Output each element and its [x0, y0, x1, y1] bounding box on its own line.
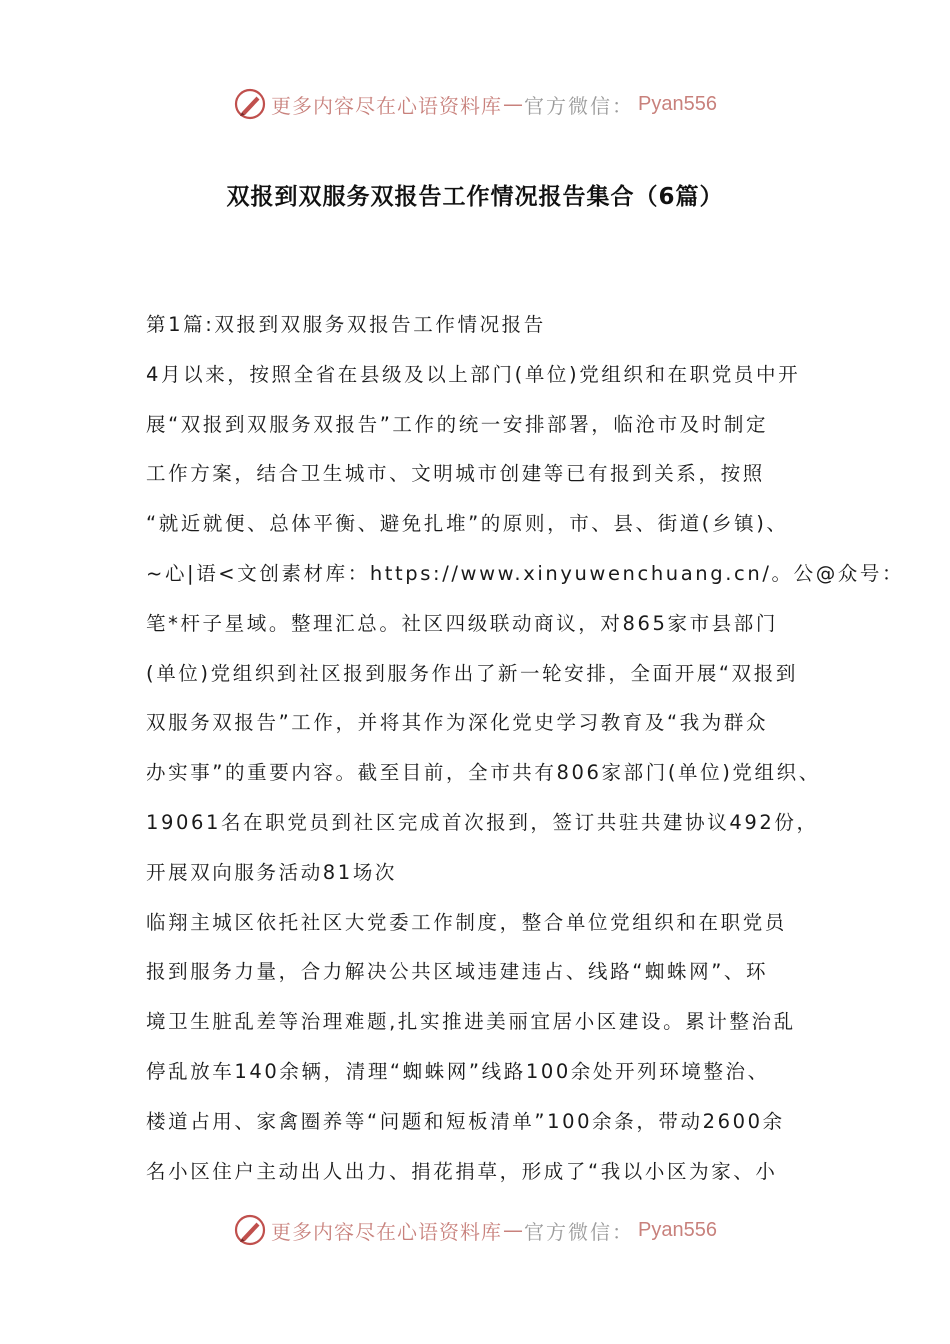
text-line: (单位)党组织到社区报到服务作出了新一轮安排，全面开展“双报到: [146, 661, 798, 685]
banner-label: 官方微信：: [524, 1219, 635, 1244]
paragraph-1: [146, 350, 905, 898]
text-line: 笔*杆子星域。整理汇总。社区四级联动商议，对865家市县部门: [146, 611, 778, 635]
text-line: 双服务双报告”工作，并将其作为深化党史学习教育及“我为群众: [146, 711, 769, 735]
text-line: “就近就便、总体平衡、避免扎堆”的原则，市、县、街道(乡镇)、: [146, 512, 789, 536]
paragraph-2: [146, 898, 836, 1197]
banner-dash: —: [503, 1218, 524, 1242]
text-line: 19061名在职党员到社区完成首次报到，签订共驻共建协议492份，: [146, 810, 819, 834]
pen-logo-icon: [233, 87, 267, 121]
text-line: 停乱放车140余辆，清理“蜘蛛网”线路100余处开列环境整治、: [146, 1059, 770, 1083]
pen-logo-icon: [233, 1213, 267, 1247]
section-heading: 第1篇:双报到双服务双报告工作情况报告: [146, 313, 546, 336]
banner-id: Pyan556: [638, 92, 717, 115]
banner-text: 更多内容尽在心语资料库: [271, 93, 503, 118]
text-line: 展“双报到双服务双报告”工作的统一安排部署，临沧市及时制定: [146, 412, 769, 436]
text-line: 报到服务力量，合力解决公共区域违建违占、线路“蜘蛛网”、环: [146, 960, 769, 984]
text-line: 名小区住户主动出人出力、捐花捐草，形成了“我以小区为家、小: [146, 1159, 778, 1183]
banner-dash: —: [503, 92, 524, 116]
watermark-banner-top: [0, 84, 950, 124]
text-line: 临翔主城区依托社区大党委工作制度，整合单位党组织和在职党员: [146, 910, 787, 934]
document-title: 双报到双服务双报告工作情况报告集合（6篇）: [226, 184, 724, 210]
banner-id: Pyan556: [638, 1218, 717, 1241]
text-line: 办实事”的重要内容。截至目前，全市共有806家部门(单位)党组织、: [146, 761, 821, 785]
text-line: 开展双向服务活动81场次: [146, 860, 398, 884]
text-line: 4月以来，按照全省在县级及以上部门(单位)党组织和在职党员中开: [146, 362, 801, 386]
text-line: ~心|语<文创素材库：https://www.xinyuwenchuang.cn/。公@众号：: [146, 561, 905, 585]
watermark-banner-bottom: [0, 1210, 950, 1250]
text-line: 楼道占用、家禽圈养等“问题和短板清单”100余条，带动2600余: [146, 1109, 785, 1133]
banner-label: 官方微信：: [524, 93, 635, 118]
text-line: 工作方案，结合卫生城市、文明城市创建等已有报到关系，按照: [146, 462, 765, 486]
document-body: [146, 300, 905, 1196]
text-line: 境卫生脏乱差等治理难题,扎实推进美丽宜居小区建设。累计整治乱: [146, 1010, 796, 1034]
banner-text: 更多内容尽在心语资料库: [271, 1219, 503, 1244]
